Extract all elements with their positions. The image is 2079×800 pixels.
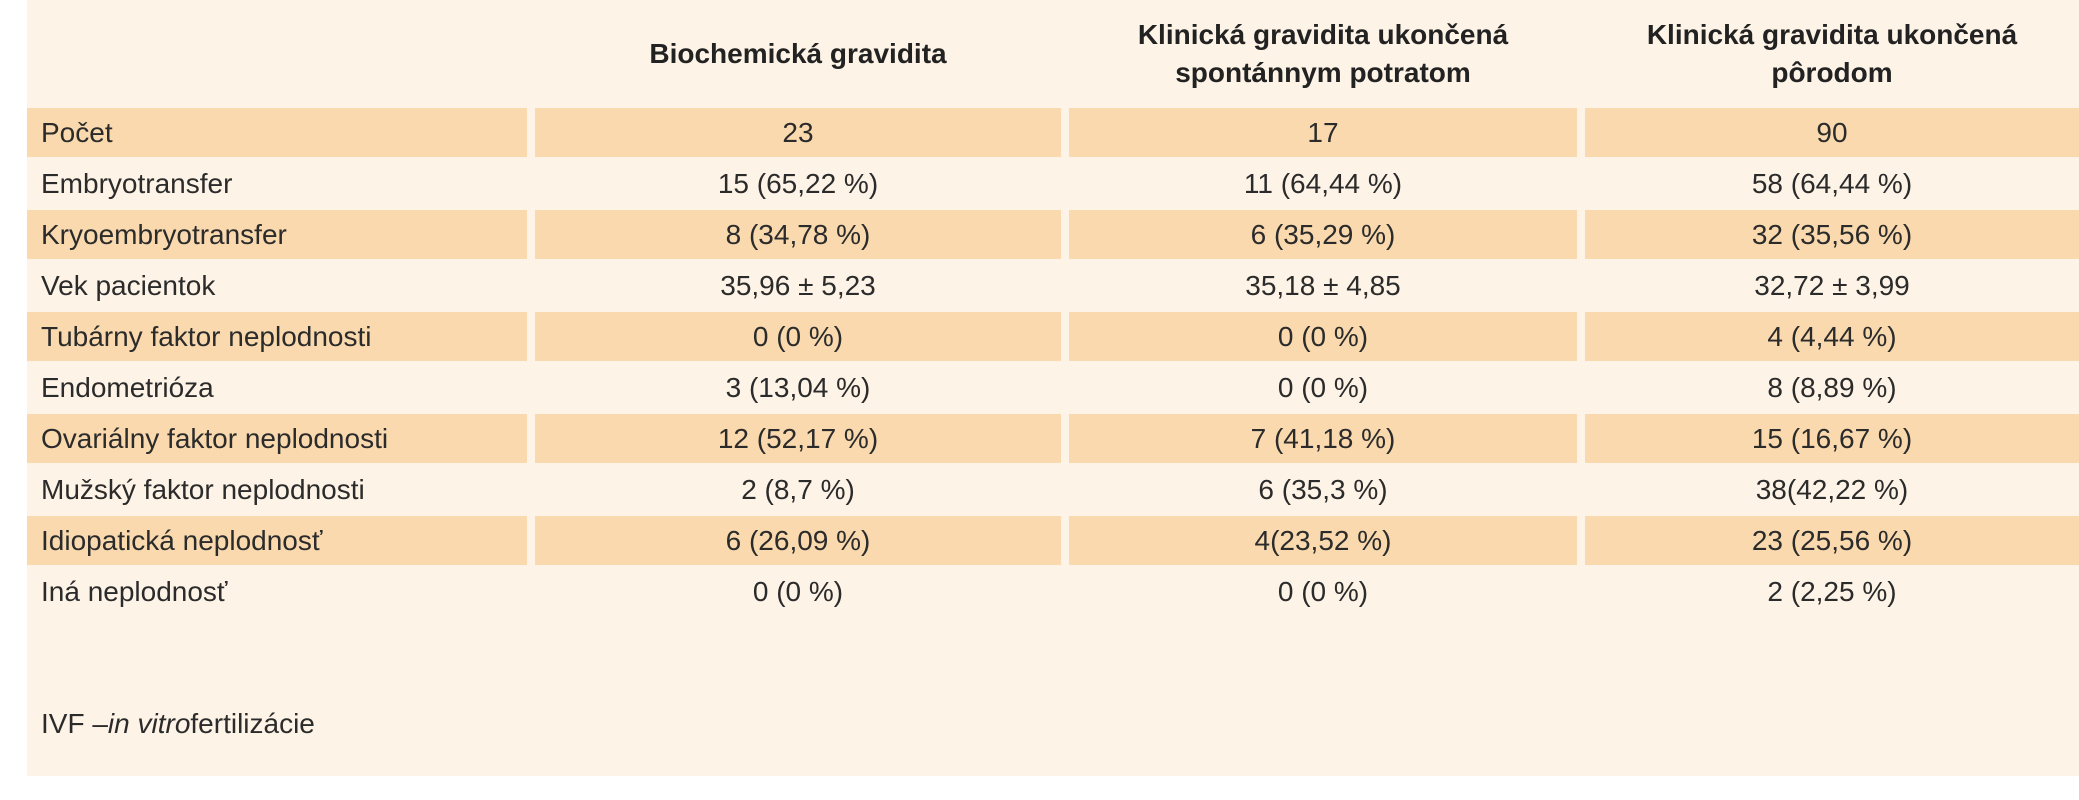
- row-label: Vek pacientok: [41, 269, 216, 301]
- miscarriage-value: 35,18 ± 4,85: [1245, 269, 1401, 301]
- miscarriage-value: 17: [1069, 108, 1577, 157]
- table-row: [27, 108, 2079, 157]
- table-footnote: [41, 704, 315, 744]
- row-label: Endometrióza: [41, 371, 214, 403]
- table-row: [27, 465, 2079, 514]
- birth-value: 8 (8,89 %): [1767, 371, 1897, 403]
- biochemical-value: 6 (26,09 %): [535, 516, 1061, 565]
- row-label: Iná neplodnosť: [41, 575, 228, 607]
- biochemical-value: 35,96 ± 5,23: [720, 269, 876, 301]
- birth-value: 23 (25,56 %): [1585, 516, 2079, 565]
- birth-value: 32,72 ± 3,99: [1754, 269, 1910, 301]
- miscarriage-value: 4(23,52 %): [1069, 516, 1577, 565]
- header-clinical-birth: Klinická gravidita ukončená pôrodom: [1646, 19, 2018, 88]
- table-row: [27, 210, 2079, 259]
- biochemical-value: 12 (52,17 %): [535, 414, 1061, 463]
- table-row: [27, 159, 2079, 208]
- footnote-prefix: IVF –: [41, 708, 108, 739]
- row-label: Počet: [27, 108, 527, 157]
- header-empty-cell: [27, 0, 527, 108]
- miscarriage-value: 0 (0 %): [1277, 575, 1369, 607]
- birth-value: 38(42,22 %): [1755, 473, 1909, 505]
- miscarriage-value: 7 (41,18 %): [1069, 414, 1577, 463]
- table-row: [27, 516, 2079, 565]
- row-label: Embryotransfer: [41, 167, 233, 199]
- table-panel: [27, 0, 2079, 776]
- biochemical-value: 0 (0 %): [535, 312, 1061, 361]
- birth-value: 15 (16,67 %): [1585, 414, 2079, 463]
- row-label: Idiopatická neplodnosť: [27, 516, 527, 565]
- header-biochemical-pregnancy: Biochemická gravidita: [649, 38, 947, 69]
- row-label: Mužský faktor neplodnosti: [41, 473, 365, 505]
- row-label: Tubárny faktor neplodnosti: [27, 312, 527, 361]
- biochemical-value: 2 (8,7 %): [741, 473, 855, 505]
- birth-value: 2 (2,25 %): [1767, 575, 1897, 607]
- miscarriage-value: 0 (0 %): [1277, 371, 1369, 403]
- row-label: Kryoembryotransfer: [27, 210, 527, 259]
- miscarriage-value: 6 (35,3 %): [1258, 473, 1388, 505]
- miscarriage-value: 11 (64,44 %): [1243, 167, 1403, 199]
- footnote-italic: in vitro: [107, 708, 191, 739]
- row-label: Ovariálny faktor neplodnosti: [27, 414, 527, 463]
- biochemical-value: 8 (34,78 %): [535, 210, 1061, 259]
- table-row: [27, 363, 2079, 412]
- table-header: [27, 0, 2079, 108]
- biochemical-value: 3 (13,04 %): [725, 371, 871, 403]
- miscarriage-value: 6 (35,29 %): [1069, 210, 1577, 259]
- birth-value: 90: [1585, 108, 2079, 157]
- birth-value: 58 (64,44 %): [1751, 167, 1913, 199]
- table-row: [27, 261, 2079, 310]
- birth-value: 4 (4,44 %): [1585, 312, 2079, 361]
- header-clinical-miscarriage: Klinická gravidita ukončená spontánnym potratom: [1137, 19, 1509, 88]
- biochemical-value: 0 (0 %): [752, 575, 844, 607]
- biochemical-value: 15 (65,22 %): [717, 167, 879, 199]
- table-row: [27, 312, 2079, 361]
- footnote-suffix: fertilizácie: [190, 708, 315, 739]
- table-row: [27, 567, 2079, 616]
- birth-value: 32 (35,56 %): [1585, 210, 2079, 259]
- miscarriage-value: 0 (0 %): [1069, 312, 1577, 361]
- biochemical-value: 23: [535, 108, 1061, 157]
- table-row: [27, 414, 2079, 463]
